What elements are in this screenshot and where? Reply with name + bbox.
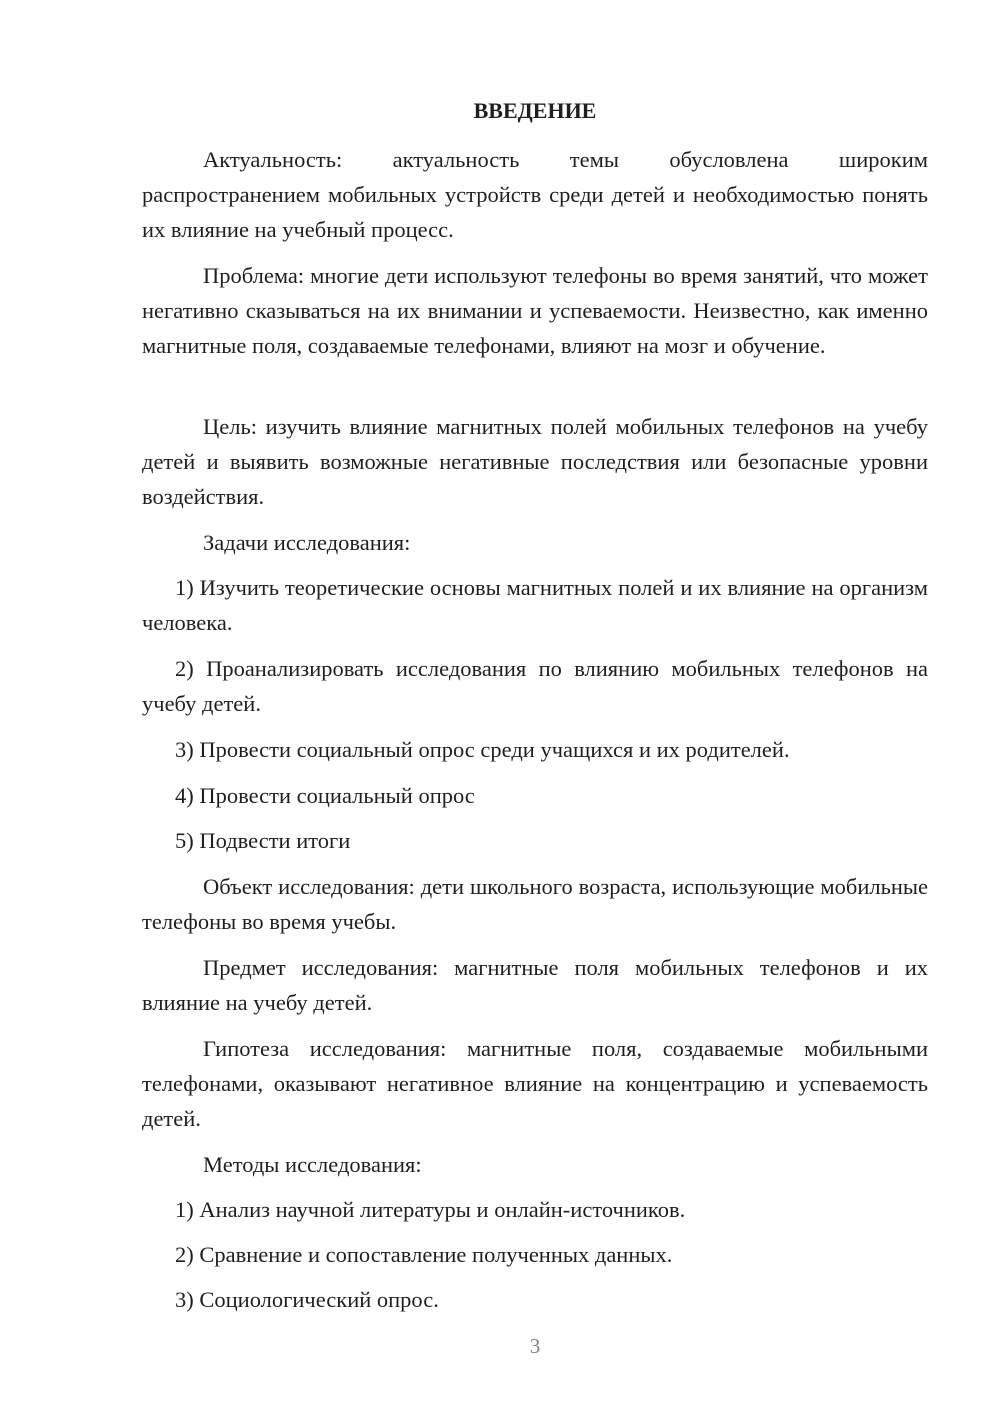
object-paragraph: Объект исследования: дети школьного возраста, использующие мобильные телефоны во время учебы. (142, 874, 928, 934)
method-item-2: 2) Сравнение и сопоставление полученных данных. (175, 1242, 673, 1267)
page-title: ВВЕДЕНИЕ (473, 98, 597, 123)
problem-paragraph: Проблема: многие дети используют телефоны во время занятий, что может негативно сказываться на их внимании и успеваемости. Неизвестно, как именно магнитные поля, создаваемые телефонами, влияют на мозг и обучение. (142, 263, 928, 358)
method-item-1: 1) Анализ научной литературы и онлайн-источников. (175, 1197, 686, 1222)
task-item-5: 5) Подвести итоги (175, 828, 351, 853)
subject-paragraph: Предмет исследования: магнитные поля мобильных телефонов и их влияние на учебу детей. (142, 955, 928, 1015)
hypothesis-paragraph: Гипотеза исследования: магнитные поля, создаваемые мобильными телефонами, оказывают негативное влияние на концентрацию и успеваемость детей. (142, 1036, 928, 1131)
tasks-heading: Задачи исследования: (203, 530, 411, 555)
task-item-1: 1) Изучить теоретические основы магнитных полей и их влияние на организм человека. (142, 575, 928, 635)
task-item-4: 4) Провести социальный опрос (175, 783, 475, 808)
method-item-3: 3) Социологический опрос. (175, 1287, 439, 1312)
page-number: 3 (529, 1334, 541, 1358)
goal-paragraph: Цель: изучить влияние магнитных полей мобильных телефонов на учебу детей и выявить возможные негативные последствия или безопасные уровни воздействия. (142, 414, 928, 509)
methods-heading: Методы исследования: (203, 1152, 422, 1177)
task-item-2: 2) Проанализировать исследования по влиянию мобильных телефонов на учебу детей. (142, 656, 928, 716)
task-item-3: 3) Провести социальный опрос среди учащихся и их родителей. (175, 737, 790, 762)
relevance-paragraph: Актуальность: актуальность темы обусловлена широким распространением мобильных устройств среди детей и необходимостью понять их влияние на учебный процесс. (142, 147, 928, 242)
